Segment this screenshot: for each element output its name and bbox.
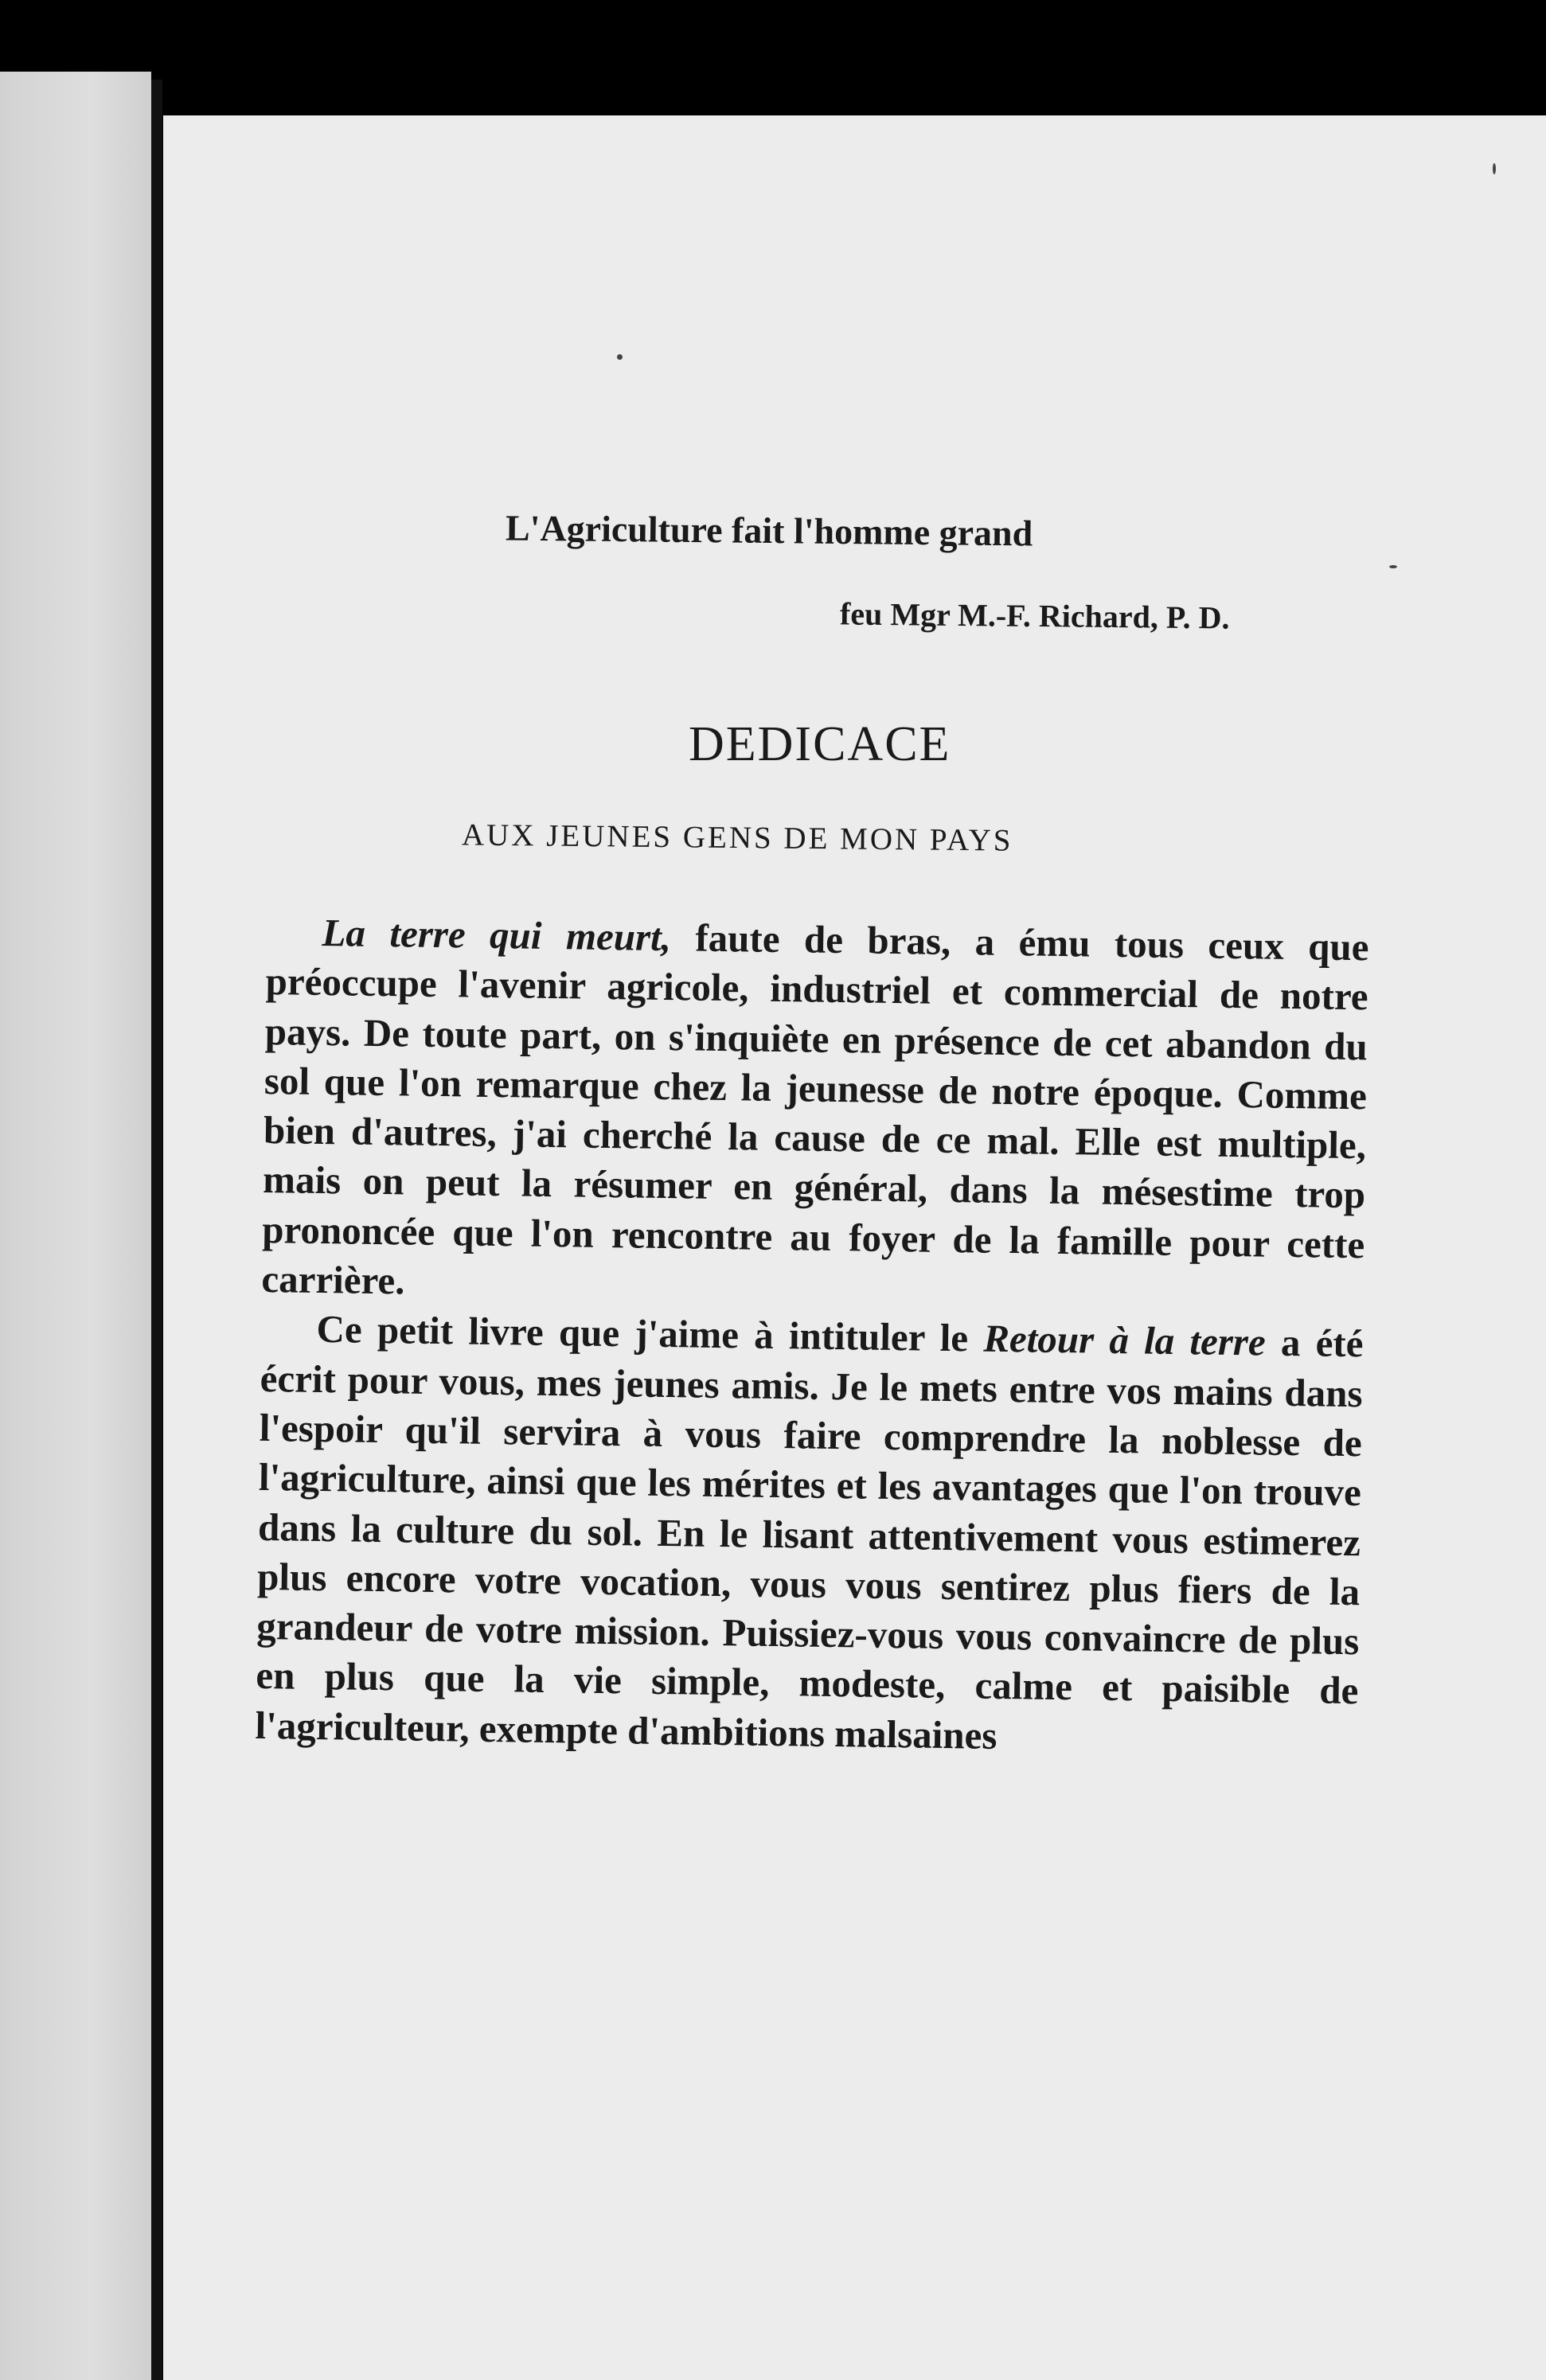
- paragraph-2-text-end: a été écrit pour vous, mes jeunes amis. Je le mets entre vos mains dans l'espoir qu'il servira à vous faire comprendre la noblesse de l'agriculture, ainsi que les mérites et les avantages que l'on trouve dans la culture du sol. En le lisant attentivement vous estimerez plus encore votre vocation, vous vous sentirez plus fiers de la grandeur de votre mission. Puissiez-vous vous convaincre de plus en plus que la vie simple, modeste, calme et paisible de l'agriculteur, exempte d'ambitions malsaines: [255, 1320, 1364, 1758]
- book-title: Retour à la terre: [982, 1317, 1267, 1364]
- facing-page-edge: [0, 72, 151, 2380]
- book-spine: [151, 80, 162, 2380]
- dust-speck: [1389, 565, 1397, 568]
- dedication-subheading: AUX JEUNES GENS DE MON PAYS: [461, 817, 1013, 858]
- epigraph-attribution: feu Mgr M.-F. Richard, P. D.: [839, 595, 1230, 636]
- paragraph-2-text-start: Ce petit livre que j'aime à intituler le: [316, 1307, 984, 1360]
- epigraph: L'Agriculture fait l'homme grand: [505, 507, 1033, 554]
- dust-speck: [617, 354, 623, 360]
- dust-speck: [1493, 163, 1496, 174]
- paragraph-2: [255, 1304, 1364, 1765]
- paragraph-1: [261, 907, 1369, 1320]
- dedication-body: [255, 907, 1369, 1765]
- dedication-heading: DEDICACE: [689, 717, 951, 771]
- paragraph-1-text: faute de bras, a ému tous ceux que préoccupe l'avenir agricole, industriel et commercial de notre pays. De toute part, on s'inquiète en présence de cet abandon du sol que l'on remarque chez la jeunesse de notre époque. Comme bien d'autres, j'ai cherché la cause de ce mal. Elle est multiple, mais on peut la résumer en général, dans la mésestime trop prononcée que l'on rencontre au foyer de la famille pour cette carrière.: [261, 915, 1369, 1303]
- book-title-reference: La terre qui meurt,: [322, 910, 672, 960]
